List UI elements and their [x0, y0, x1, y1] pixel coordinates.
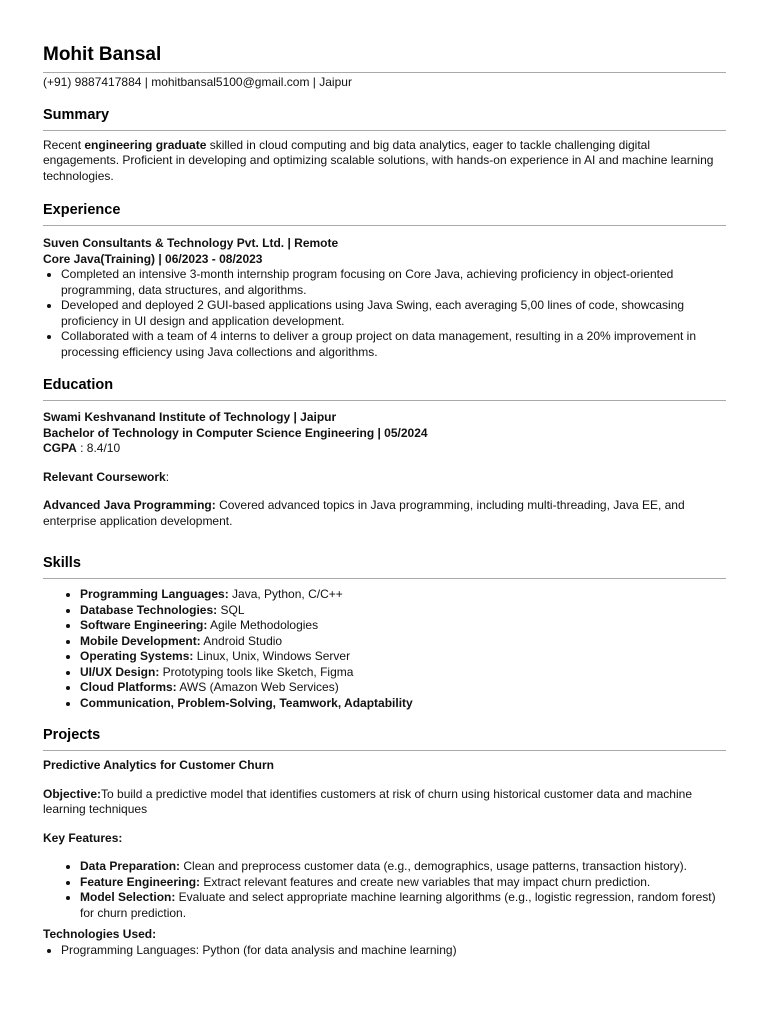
course-desc: Covered advanced topics in Java programming, including multi-threading, Java EE, and enterprise application development. — [43, 498, 685, 528]
coursework-colon: : — [165, 469, 170, 484]
technologies-list — [43, 943, 726, 959]
skill-value: Java, Python, C/C++ — [228, 587, 343, 601]
contact-line: (+91) 9887417884 | mohitbansal5100@gmail.com | Jaipur — [43, 75, 352, 89]
skill-label: Communication, Problem-Solving, Teamwork, Adaptability — [80, 695, 413, 710]
skill-label: Mobile Development: — [80, 633, 201, 648]
skill-value: SQL — [217, 602, 245, 617]
skills-list — [43, 587, 726, 711]
education-cgpa — [43, 441, 726, 457]
candidate-name: Mohit Bansal — [43, 44, 162, 65]
feature-value: Clean and preprocess customer data (e.g., demographics, usage patterns, transaction history). — [180, 859, 687, 873]
project-objective — [43, 787, 726, 818]
skill-label: Programming Languages: — [80, 587, 229, 601]
technology-item: • Programming Languages: Python (for data analysis and machine learning) — [61, 943, 726, 959]
feature-label: Data Preparation: — [80, 859, 181, 873]
skill-label: UI/UX Design: — [80, 664, 160, 679]
skill-item — [80, 603, 726, 619]
summary-highlight: engineering graduate — [84, 137, 207, 152]
skill-item — [80, 587, 726, 603]
objective-label: Objective: — [43, 786, 102, 801]
coursework-label: Relevant Coursework — [43, 469, 166, 484]
summary-heading: Summary — [43, 106, 110, 123]
experience-bullet: • Developed and deployed 2 GUI-based applications using Java Swing, each averaging 5,00 lines of code, showcasing proficiency in UI design and application development. — [61, 298, 726, 329]
feature-value: Extract relevant features and create new variables that may impact churn prediction. — [200, 874, 651, 889]
project-name: Predictive Analytics for Customer Churn — [43, 758, 274, 772]
summary-post: skilled in cloud computing and big data analytics, eager to tackle challenging digital engagements. Proficient in developing and optimizing scalable solutions, with hands-on experience in AI and machine learning technologies. — [43, 137, 714, 183]
skill-label: Database Technologies: — [80, 602, 218, 617]
skill-value: Linux, Unix, Windows Server — [193, 649, 351, 663]
skill-item — [80, 665, 726, 681]
course-name: Advanced Java Programming: — [43, 498, 216, 512]
feature-item — [80, 875, 726, 891]
summary-pre: Recent — [43, 137, 85, 152]
skill-value: Android Studio — [200, 633, 283, 648]
skill-label: Software Engineering: — [80, 618, 208, 632]
skill-item — [80, 634, 726, 650]
skill-label: Operating Systems: — [80, 649, 194, 663]
education-divider — [43, 400, 726, 401]
experience-bullets — [43, 267, 726, 360]
skill-value: Prototyping tools like Sketch, Figma — [159, 664, 354, 679]
skill-value: AWS (Amazon Web Services) — [176, 680, 339, 694]
summary-divider — [43, 130, 726, 131]
feature-item — [80, 859, 726, 875]
header-divider — [43, 72, 726, 73]
summary-text — [43, 138, 726, 185]
skill-value: Agile Methodologies — [207, 618, 319, 632]
resume-page — [43, 44, 726, 958]
cgpa-value: : 8.4/10 — [76, 441, 121, 455]
coursework-line — [43, 470, 726, 486]
feature-label: Model Selection: — [80, 890, 176, 904]
feature-value: Evaluate and select appropriate machine learning algorithms (e.g., logistic regression, random forest) for churn prediction. — [80, 890, 716, 920]
experience-role: Core Java(Training) | 06/2023 - 08/2023 — [43, 251, 263, 266]
experience-divider — [43, 225, 726, 226]
skill-item — [80, 696, 726, 712]
projects-divider — [43, 750, 726, 751]
technologies-label: Technologies Used: — [43, 927, 157, 941]
experience-bullet: • Completed an intensive 3-month internship program focusing on Core Java, achieving proficiency in object-oriented programming, data structures, and algorithms. — [61, 267, 726, 298]
cgpa-label: CGPA — [43, 441, 77, 455]
skills-divider — [43, 578, 726, 579]
experience-bullet: • Collaborated with a team of 4 interns to deliver a group project on data management, resulting in a 20% improvement in processing efficiency using Java collections and algorithms. — [61, 329, 726, 360]
education-heading: Education — [43, 377, 114, 393]
skill-label: Cloud Platforms: — [80, 680, 177, 694]
experience-heading: Experience — [43, 202, 121, 218]
education-degree: Bachelor of Technology in Computer Science Engineering | 05/2024 — [43, 425, 428, 440]
experience-company: Suven Consultants & Technology Pvt. Ltd. | Remote — [43, 236, 339, 250]
course-entry — [43, 498, 726, 529]
feature-label: Feature Engineering: — [80, 874, 201, 889]
skill-item — [80, 680, 726, 696]
skill-item — [80, 618, 726, 634]
skills-heading: Skills — [43, 555, 81, 571]
features-list — [43, 859, 726, 921]
education-institute: Swami Keshvanand Institute of Technology | Jaipur — [43, 410, 337, 424]
projects-heading: Projects — [43, 727, 101, 743]
key-features-label: Key Features: — [43, 830, 123, 845]
objective-text: To build a predictive model that identifies customers at risk of churn using historical customer data and machine learning techniques — [43, 786, 692, 816]
feature-item — [80, 890, 726, 921]
skill-item — [80, 649, 726, 665]
